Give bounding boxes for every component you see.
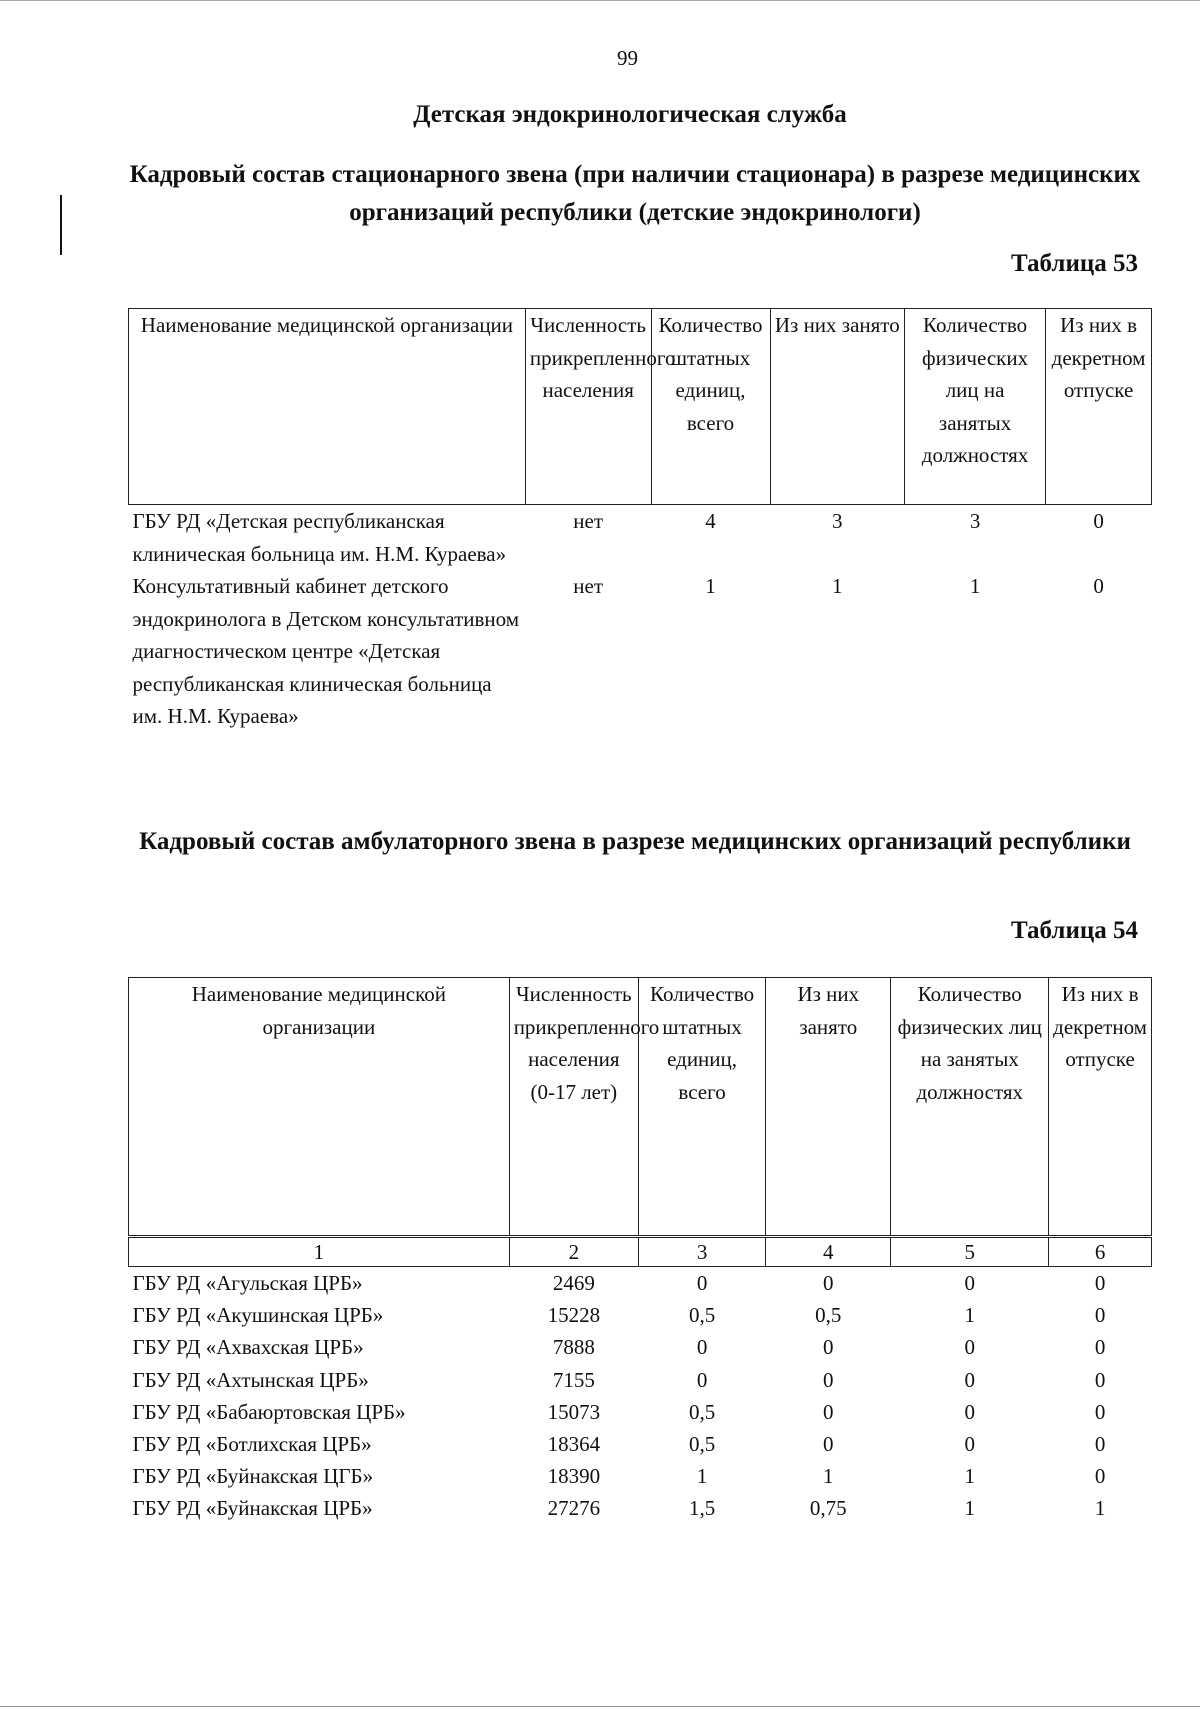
cell-maternity: 0 xyxy=(1093,509,1104,533)
table53-label: Таблица 53 xyxy=(1010,250,1138,277)
cell-occupied: 0,5 xyxy=(815,1303,842,1328)
cell-org: ГБУ РД «Бабаюртовская ЦРБ» xyxy=(132,1399,406,1424)
cell-occupied: 1 xyxy=(832,574,843,598)
cell-occupied: 0 xyxy=(823,1399,834,1424)
cell-org: ГБУ РД «Акушинская ЦРБ» xyxy=(132,1303,384,1328)
cell-maternity: 0 xyxy=(1094,1464,1106,1489)
cell-staff-units: 1 xyxy=(705,574,716,598)
header-persons: Количество физических лиц на занятых должностях xyxy=(891,978,1049,1237)
cell-persons: 1 xyxy=(964,1496,975,1521)
cell-population: 7888 xyxy=(552,1335,595,1360)
column-number: 3 xyxy=(638,1237,765,1267)
cell-population: 27276 xyxy=(547,1496,601,1521)
cell-occupied: 0,75 xyxy=(809,1496,847,1521)
table-row xyxy=(129,1267,1152,1300)
cell-maternity: 1 xyxy=(1094,1496,1106,1521)
cell-org: ГБУ РД «Ахвахская ЦРБ» xyxy=(132,1335,364,1360)
table-row xyxy=(129,570,1152,733)
cell-persons: 1 xyxy=(969,574,981,598)
margin-bar-mark xyxy=(60,195,62,255)
cell-occupied: 0 xyxy=(823,1367,834,1392)
column-number-row xyxy=(129,1237,1152,1267)
cell-org: ГБУ РД «Буйнакская ЦГБ» xyxy=(132,1464,374,1489)
cell-staff-units: 0 xyxy=(696,1335,708,1360)
cell-population: 15073 xyxy=(547,1399,601,1424)
cell-maternity: 0 xyxy=(1093,574,1104,598)
header-population: Численность прикрепленного населения (0-17 лет) xyxy=(509,978,638,1237)
cell-persons: 1 xyxy=(964,1303,975,1328)
cell-population: 18390 xyxy=(547,1464,601,1489)
cell-population: нет xyxy=(573,574,604,598)
cell-occupied: 3 xyxy=(832,509,843,533)
header-population: Численность прикрепленного населения xyxy=(525,309,651,505)
cell-staff-units: 0 xyxy=(696,1271,708,1295)
header-occupied: Из них занято xyxy=(766,978,891,1237)
cell-population: 15228 xyxy=(547,1303,601,1328)
column-number: 2 xyxy=(509,1237,638,1267)
cell-population: 7155 xyxy=(552,1367,595,1392)
cell-staff-units: 0,5 xyxy=(688,1303,716,1328)
table54-title: Кадровый состав амбулаторного звена в разрезе медицинских организаций республики xyxy=(139,828,1131,855)
table53-title: Кадровый состав стационарного звена (при наличии стационара) в разрезе медицинских организаций республики (детские эндокринологи) xyxy=(129,161,1141,226)
cell-population: нет xyxy=(573,509,604,533)
cell-persons: 0 xyxy=(964,1367,975,1392)
table-row xyxy=(129,1460,1152,1492)
table-row xyxy=(129,1331,1152,1363)
header-org-name: Наименование медицинской организации xyxy=(129,978,510,1237)
header-staff-units: Количество штатных единиц, всего xyxy=(638,978,765,1237)
scan-bottom-edge xyxy=(0,1706,1200,1707)
cell-occupied: 0 xyxy=(823,1432,834,1457)
header-persons: Количество физических лиц на занятых должностях xyxy=(905,309,1046,505)
cell-persons: 0 xyxy=(964,1399,975,1424)
cell-population: 2469 xyxy=(552,1271,595,1295)
service-title: Детская эндокринологическая служба xyxy=(413,101,847,128)
cell-org: ГБУ РД «Буйнакская ЦРБ» xyxy=(132,1496,373,1521)
table-54 xyxy=(128,977,1152,1525)
cell-org: ГБУ РД «Ахтынская ЦРБ» xyxy=(132,1367,369,1392)
table-row xyxy=(129,1492,1152,1524)
cell-maternity: 0 xyxy=(1094,1399,1106,1424)
header-maternity: Из них в декретном отпуске xyxy=(1046,309,1152,505)
cell-occupied: 0 xyxy=(823,1335,834,1360)
cell-org: Консультативный кабинет детского эндокринолога в Детском консультативном диагностическом центре «Детская республиканская клиническая больница им. Н.М. Кураева» xyxy=(132,574,520,728)
table-row xyxy=(129,1428,1152,1460)
table-53 xyxy=(128,308,1152,733)
header-org-name: Наименование медицинской организации xyxy=(129,309,526,505)
table54-label: Таблица 54 xyxy=(1010,917,1138,944)
cell-persons: 3 xyxy=(969,509,981,533)
table-row xyxy=(129,1364,1152,1396)
column-number: 4 xyxy=(766,1237,891,1267)
cell-staff-units: 1 xyxy=(696,1464,708,1489)
cell-persons: 0 xyxy=(964,1432,975,1457)
column-number: 5 xyxy=(891,1237,1049,1267)
cell-population: 18364 xyxy=(547,1432,601,1457)
cell-org: ГБУ РД «Агульская ЦРБ» xyxy=(132,1271,363,1295)
cell-persons: 1 xyxy=(964,1464,975,1489)
column-number: 1 xyxy=(129,1237,510,1267)
table-row xyxy=(129,505,1152,571)
cell-persons: 0 xyxy=(964,1271,975,1295)
cell-staff-units: 0,5 xyxy=(688,1399,716,1424)
cell-occupied: 0 xyxy=(823,1271,834,1295)
cell-staff-units: 4 xyxy=(705,509,716,533)
cell-maternity: 0 xyxy=(1094,1303,1106,1328)
table-row xyxy=(129,1299,1152,1331)
header-maternity: Из них в декретном отпуске xyxy=(1049,978,1152,1237)
table54-header-row xyxy=(129,978,1152,1237)
page-number: 99 xyxy=(617,46,638,70)
cell-maternity: 0 xyxy=(1094,1367,1106,1392)
cell-org: ГБУ РД «Ботлихская ЦРБ» xyxy=(132,1432,372,1457)
header-staff-units: Количество штатных единиц, всего xyxy=(651,309,770,505)
cell-staff-units: 0 xyxy=(696,1367,708,1392)
cell-staff-units: 1,5 xyxy=(688,1496,716,1521)
cell-maternity: 0 xyxy=(1094,1335,1106,1360)
cell-maternity: 0 xyxy=(1094,1432,1106,1457)
table53-header-row xyxy=(129,309,1152,505)
cell-occupied: 1 xyxy=(823,1464,834,1489)
table-row xyxy=(129,1396,1152,1428)
column-number: 6 xyxy=(1049,1237,1152,1267)
cell-org: ГБУ РД «Детская республиканская клиническая больница им. Н.М. Кураева» xyxy=(132,509,507,566)
scan-top-edge xyxy=(0,0,1200,1)
header-occupied: Из них занято xyxy=(770,309,904,505)
cell-persons: 0 xyxy=(964,1335,975,1360)
cell-staff-units: 0,5 xyxy=(688,1432,716,1457)
cell-maternity: 0 xyxy=(1094,1271,1106,1295)
